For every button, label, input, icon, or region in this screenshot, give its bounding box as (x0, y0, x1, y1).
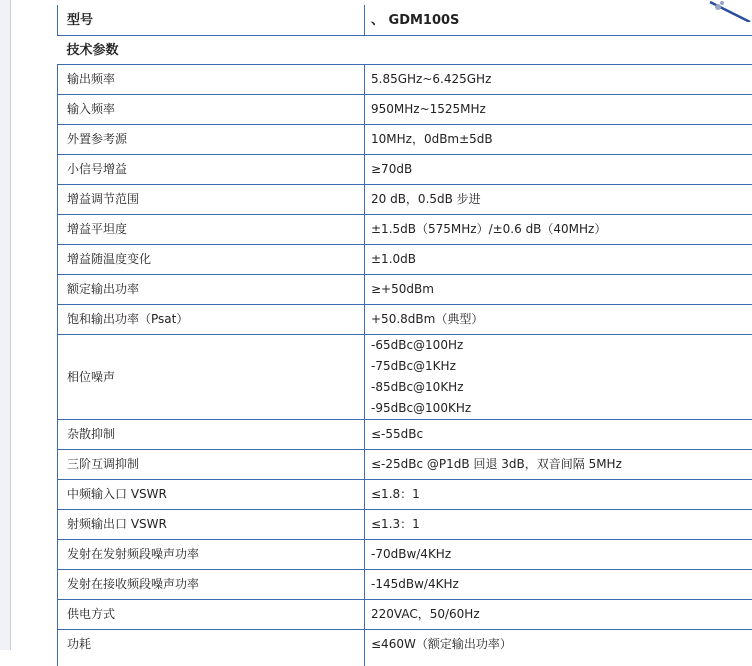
table-row (58, 600, 752, 630)
param-name: 外置参考源 (58, 125, 365, 155)
table-row (58, 305, 752, 335)
param-name: 射频输出口 VSWR (58, 510, 365, 540)
phase-noise-value: -95dBc@100KHz (371, 398, 752, 419)
table-row (58, 125, 752, 155)
table-row (58, 215, 752, 245)
table-row (58, 450, 752, 480)
param-value: +50.8dBm（典型） (365, 305, 752, 335)
param-name: 输出频率 (58, 65, 365, 95)
section-header-row (58, 36, 752, 65)
table-row (58, 510, 752, 540)
phase-noise-value: -75dBc@1KHz (371, 356, 752, 377)
param-value: ≥+50dBm (365, 275, 752, 305)
param-value: -70dBw/4KHz (365, 540, 752, 570)
table-row (58, 65, 752, 95)
param-name: 发射在接收频段噪声功率 (58, 570, 365, 600)
param-name: 中频输入口 VSWR (58, 480, 365, 510)
table-row (58, 185, 752, 215)
param-value: 5.85GHz~6.425GHz (365, 65, 752, 95)
param-value: ≤1.8：1 (365, 480, 752, 510)
param-value: ≤460W（额定输出功率） (365, 630, 752, 666)
table-row (58, 155, 752, 185)
phase-noise-value: -85dBc@10KHz (371, 377, 752, 398)
param-name: 增益随温度变化 (58, 245, 365, 275)
param-value: 10MHz，0dBm±5dB (365, 125, 752, 155)
table-row (58, 420, 752, 450)
phase-noise-row (58, 335, 752, 420)
param-value: ±1.0dB (365, 245, 752, 275)
param-name: 功耗 (58, 630, 365, 666)
section-title: 技术参数 (58, 36, 752, 65)
table-row (58, 95, 752, 125)
param-value: ±1.5dB（575MHz）/±0.6 dB（40MHz） (365, 215, 752, 245)
param-name: 杂散抑制 (58, 420, 365, 450)
phase-noise-value: -65dBc@100Hz (371, 335, 752, 356)
param-value: 950MHz~1525MHz (365, 95, 752, 125)
param-value: ≥70dB (365, 155, 752, 185)
model-label: 型号 (58, 5, 365, 36)
param-name: 增益调节范围 (58, 185, 365, 215)
param-name: 增益平坦度 (58, 215, 365, 245)
param-value: 20 dB，0.5dB 步进 (365, 185, 752, 215)
param-name: 发射在发射频段噪声功率 (58, 540, 365, 570)
param-name: 三阶互调抑制 (58, 450, 365, 480)
table-row (58, 570, 752, 600)
table-row (58, 480, 752, 510)
param-value: ≤1.3：1 (365, 510, 752, 540)
param-name: 额定输出功率 (58, 275, 365, 305)
model-value: 、 GDM100S (365, 5, 752, 36)
param-value: ≤-25dBc @P1dB 回退 3dB，双音间隔 5MHz (365, 450, 752, 480)
param-name: 小信号增益 (58, 155, 365, 185)
spec-table (57, 5, 752, 666)
param-name: 供电方式 (58, 600, 365, 630)
table-row (58, 540, 752, 570)
param-value: -145dBw/4KHz (365, 570, 752, 600)
table-row (58, 275, 752, 305)
param-name: 相位噪声 (58, 335, 365, 420)
phase-noise-values (365, 335, 752, 420)
page-left-border (0, 0, 11, 650)
param-name: 饱和输出功率（Psat） (58, 305, 365, 335)
param-value: ≤-55dBc (365, 420, 752, 450)
table-row (58, 630, 752, 666)
model-row (58, 5, 752, 36)
table-row (58, 245, 752, 275)
param-value: 220VAC，50/60Hz (365, 600, 752, 630)
param-name: 输入频率 (58, 95, 365, 125)
